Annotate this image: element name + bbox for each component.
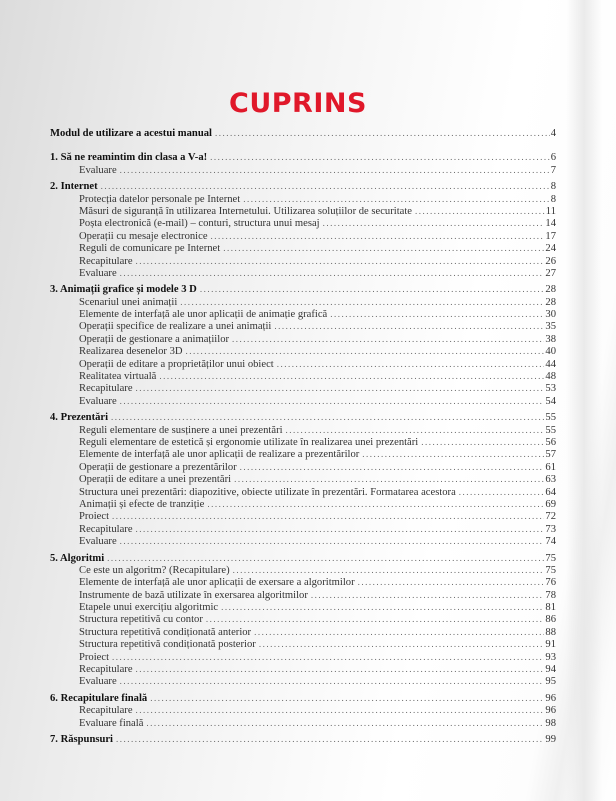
toc-label: 4. Prezentări (50, 412, 109, 424)
leader-dots (415, 205, 545, 217)
toc-label: Scenariul unei animații (79, 296, 178, 308)
leader-dots (211, 230, 545, 242)
toc-entry[interactable] (50, 638, 556, 650)
toc-label: Evaluare finală (79, 717, 144, 729)
toc-label: Animații și efecte de tranziție (79, 498, 205, 510)
leader-dots (233, 564, 545, 576)
page-title: CUPRINS (229, 88, 367, 119)
toc-label: Realizarea desenelor 3D (79, 346, 183, 358)
toc-page: 14 (545, 218, 556, 230)
leader-dots (120, 164, 550, 176)
toc-section[interactable] (50, 283, 556, 295)
toc-entry[interactable] (50, 704, 556, 716)
toc-page: 8 (550, 193, 556, 205)
toc-entry[interactable] (50, 217, 556, 229)
toc-entry[interactable] (50, 320, 556, 332)
leader-dots (180, 296, 544, 308)
toc-page: 72 (545, 511, 556, 523)
toc-label: Reguli elementare de estetică și ergonomie utilizate în realizarea unei prezentări (79, 436, 419, 448)
leader-dots (358, 576, 545, 588)
toc-entry[interactable] (50, 601, 556, 613)
leader-dots (136, 255, 545, 267)
toc-label: Protecția datelor personale pe Internet (79, 193, 241, 205)
toc-entry[interactable] (50, 461, 556, 473)
toc-label: Reguli elementare de susținere a unei prezentări (79, 424, 283, 436)
toc-page: 55 (545, 412, 556, 424)
leader-dots (221, 601, 544, 613)
toc-label: Etapele unui exercițiu algoritmic (79, 602, 219, 614)
toc-page: 40 (545, 346, 556, 358)
toc-entry[interactable] (50, 510, 556, 522)
leader-dots (210, 151, 550, 163)
toc-entry[interactable] (50, 436, 556, 448)
leader-dots (150, 692, 544, 704)
leader-dots (330, 308, 544, 320)
toc-label: Recapitulare (79, 664, 133, 676)
toc-label: Structura repetitivă condiționată anterior (79, 626, 252, 638)
toc-section[interactable] (50, 733, 556, 745)
toc-entry[interactable] (50, 486, 556, 498)
toc-entry[interactable] (50, 230, 556, 242)
toc-entry[interactable] (50, 448, 556, 460)
toc-entry[interactable] (50, 564, 556, 576)
toc-page: 76 (545, 577, 556, 589)
toc-section[interactable] (50, 180, 556, 192)
leader-dots (159, 370, 544, 382)
toc-page: 6 (550, 152, 556, 164)
toc-page: 17 (545, 230, 556, 242)
toc-page: 57 (545, 449, 556, 461)
toc-entry[interactable] (50, 535, 556, 547)
toc-page: 74 (545, 536, 556, 548)
toc-label: Operații cu mesaje electronice (79, 230, 208, 242)
toc-label: Evaluare (79, 395, 117, 407)
toc-label: Operații de editare a unei prezentări (79, 474, 232, 486)
toc-entry[interactable] (50, 717, 556, 729)
toc-label: Operații de gestionare a prezentărilor (79, 461, 237, 473)
toc-page: 96 (545, 692, 556, 704)
toc-page: 24 (545, 243, 556, 255)
toc-page: 26 (545, 255, 556, 267)
toc-page: 91 (545, 639, 556, 651)
toc-label: Structura repetitivă condiționată posterior (79, 639, 256, 651)
toc-page: 28 (545, 284, 556, 296)
toc-page: 55 (545, 424, 556, 436)
toc-page: 64 (545, 486, 556, 498)
toc-page: 69 (545, 498, 556, 510)
toc-page: 98 (545, 717, 556, 729)
toc-entry[interactable] (50, 127, 556, 139)
toc-entry[interactable] (50, 613, 556, 625)
page-edge-shadow (566, 0, 602, 801)
toc-entry[interactable] (50, 523, 556, 535)
toc-label: Reguli de comunicare pe Internet (79, 243, 221, 255)
toc-page: 56 (545, 436, 556, 448)
toc-entry[interactable] (50, 333, 556, 345)
leader-dots (200, 283, 545, 295)
toc-entry[interactable] (50, 651, 556, 663)
leader-dots (186, 345, 545, 357)
toc-label: Poșta electronică (e-mail) – conturi, structura unui mesaj (79, 218, 320, 230)
leader-dots (120, 675, 545, 687)
toc-page: 28 (545, 296, 556, 308)
toc-entry[interactable] (50, 296, 556, 308)
toc-page: 4 (550, 128, 556, 139)
toc-label: Evaluare (79, 536, 117, 548)
toc-page: 93 (545, 651, 556, 663)
toc-entry[interactable] (50, 255, 556, 267)
toc-entry[interactable] (50, 267, 556, 279)
leader-dots (120, 395, 545, 407)
toc-page: 7 (550, 164, 556, 176)
toc-page: 48 (545, 371, 556, 383)
leader-dots (323, 217, 545, 229)
leader-dots (101, 180, 550, 192)
toc-page: 86 (545, 614, 556, 626)
leader-dots (120, 535, 545, 547)
toc-label: 5. Algoritmi (50, 552, 105, 564)
toc-page: 88 (545, 626, 556, 638)
toc-entry[interactable] (50, 358, 556, 370)
toc-page: 95 (545, 676, 556, 688)
toc-label: Recapitulare (79, 523, 133, 535)
toc-page: 63 (545, 474, 556, 486)
toc-page: 75 (545, 564, 556, 576)
toc-label: 3. Animații grafice și modele 3 D (50, 284, 197, 296)
leader-dots (215, 127, 550, 139)
toc-page: 11 (545, 205, 556, 217)
toc-page: 75 (545, 552, 556, 564)
toc-page: 35 (545, 321, 556, 333)
leader-dots (223, 242, 544, 254)
table-of-contents (50, 127, 556, 745)
leader-dots (254, 626, 544, 638)
leader-dots (277, 358, 545, 370)
leader-dots (240, 461, 545, 473)
toc-page: 99 (545, 733, 556, 745)
toc-entry[interactable] (50, 424, 556, 436)
toc-label: Modul de utilizare a acestui manual (50, 128, 212, 139)
leader-dots (259, 638, 545, 650)
leader-dots (207, 498, 544, 510)
toc-page: 78 (545, 589, 556, 601)
toc-label: 6. Recapitulare finală (50, 692, 148, 704)
toc-section[interactable] (50, 151, 556, 163)
toc-page: 30 (545, 309, 556, 321)
leader-dots (286, 424, 545, 436)
leader-dots (136, 663, 545, 675)
leader-dots (311, 589, 545, 601)
leader-dots (107, 552, 544, 564)
leader-dots (111, 411, 544, 423)
toc-page: 8 (550, 181, 556, 193)
toc-entry[interactable] (50, 164, 556, 176)
toc-section[interactable] (50, 411, 556, 423)
toc-entry[interactable] (50, 193, 556, 205)
toc-label: Ce este un algoritm? (Recapitulare) (79, 564, 230, 576)
leader-dots (136, 382, 545, 394)
toc-label: Structura unei prezentări: diapozitive, obiecte utilizate în prezentări. Formatarea acestora (79, 486, 456, 498)
toc-page: 38 (545, 333, 556, 345)
toc-page: 44 (545, 358, 556, 370)
toc-label: Elemente de interfață ale unor aplicații de realizare a prezentărilor (79, 449, 360, 461)
leader-dots (362, 448, 544, 460)
toc-section[interactable] (50, 692, 556, 704)
toc-label: Evaluare (79, 267, 117, 279)
leader-dots (232, 333, 544, 345)
toc-label: Operații de editare a proprietăților unui obiect (79, 358, 274, 370)
toc-entry[interactable] (50, 395, 556, 407)
toc-label: 1. Să ne reamintim din clasa a V-a! (50, 152, 208, 164)
toc-label: Proiect (79, 511, 110, 523)
toc-label: Recapitulare (79, 705, 133, 717)
leader-dots (421, 436, 544, 448)
toc-label: Evaluare (79, 676, 117, 688)
toc-entry[interactable] (50, 308, 556, 320)
toc-label: Operații de gestionare a animațiilor (79, 333, 230, 345)
toc-label: Structura repetitivă cu contor (79, 614, 203, 626)
leader-dots (459, 486, 545, 498)
toc-page: 94 (545, 664, 556, 676)
toc-label: 7. Răspunsuri (50, 733, 113, 745)
toc-label: Proiect (79, 651, 110, 663)
leader-dots (116, 733, 544, 745)
toc-label: Instrumente de bază utilizate în exersarea algoritmilor (79, 589, 308, 601)
leader-dots (136, 704, 545, 716)
toc-label: 2. Internet (50, 181, 98, 193)
leader-dots (146, 717, 544, 729)
toc-entry[interactable] (50, 576, 556, 588)
toc-entry[interactable] (50, 498, 556, 510)
toc-entry[interactable] (50, 370, 556, 382)
toc-page: 81 (545, 602, 556, 614)
toc-section[interactable] (50, 552, 556, 564)
leader-dots (136, 523, 545, 535)
toc-entry[interactable] (50, 473, 556, 485)
leader-dots (243, 193, 550, 205)
leader-dots (112, 510, 544, 522)
toc-entry[interactable] (50, 626, 556, 638)
toc-page: 53 (545, 383, 556, 395)
toc-page: 61 (545, 461, 556, 473)
toc-label: Măsuri de siguranță în utilizarea Internetului. Utilizarea soluțiilor de securitate (79, 205, 412, 217)
toc-entry[interactable] (50, 382, 556, 394)
toc-page: 96 (545, 705, 556, 717)
toc-entry[interactable] (50, 345, 556, 357)
leader-dots (206, 613, 545, 625)
toc-page: 73 (545, 523, 556, 535)
leader-dots (112, 651, 544, 663)
toc-label: Elemente de interfață ale unor aplicații de animație grafică (79, 309, 328, 321)
toc-label: Elemente de interfață ale unor aplicații de exersare a algoritmilor (79, 577, 355, 589)
toc-entry[interactable] (50, 242, 556, 254)
toc-entry[interactable] (50, 589, 556, 601)
toc-label: Recapitulare (79, 255, 133, 267)
toc-page: 54 (545, 395, 556, 407)
toc-page: 27 (545, 267, 556, 279)
leader-dots (234, 473, 544, 485)
toc-label: Operații specifice de realizare a unei animații (79, 321, 272, 333)
toc-entry[interactable] (50, 663, 556, 675)
toc-label: Realitatea virtuală (79, 371, 157, 383)
toc-label: Evaluare (79, 164, 117, 176)
toc-entry[interactable] (50, 675, 556, 687)
leader-dots (120, 267, 545, 279)
leader-dots (274, 320, 544, 332)
toc-label: Recapitulare (79, 383, 133, 395)
toc-entry[interactable] (50, 205, 556, 217)
